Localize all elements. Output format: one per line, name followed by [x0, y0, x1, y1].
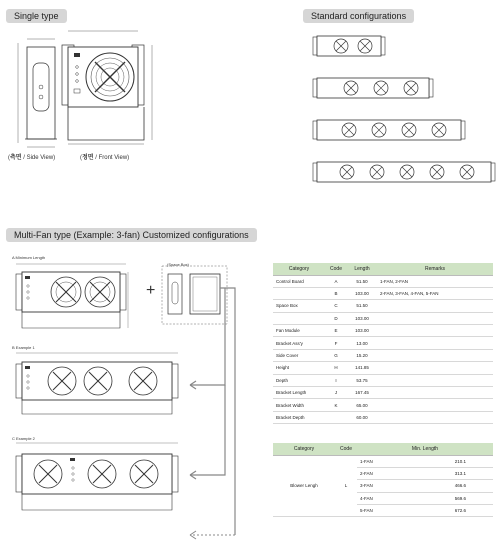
length-category-cell: Blower Lengh: [273, 455, 335, 517]
side-view-caption: (측면 / Side View): [8, 155, 56, 161]
front-view-drawing: [58, 25, 163, 150]
side-view-caption-text: / Side View): [21, 155, 56, 161]
spec-category-cell: Bracket Length: [273, 387, 325, 399]
length-header-min-length: Min. Length: [357, 443, 493, 455]
length-fan-cell: 3-FAN: [357, 480, 428, 492]
spec-category-cell: [273, 287, 325, 299]
label-c-example-2: C Example 2: [12, 436, 35, 441]
spec-code-cell: G: [325, 349, 347, 361]
spec-length-cell: 51.50: [347, 300, 377, 312]
spec-category-cell: Bracket Width: [273, 399, 325, 411]
table-row: [273, 337, 493, 349]
spec-category-cell: Control Board: [273, 275, 325, 287]
standard-5fan-drawing: [313, 160, 495, 184]
length-fan-cell: 5-FAN: [357, 505, 428, 517]
table-row: [273, 455, 493, 467]
table-row: [273, 275, 493, 287]
spec-table: [273, 263, 493, 424]
spec-remarks-cell: [377, 374, 493, 386]
multi-fan-heading: Multi-Fan type (Example: 3-fan) Customized configurations: [6, 228, 257, 242]
table-row: [273, 387, 493, 399]
spec-remarks-cell: [377, 399, 493, 411]
plus-sign: +: [146, 282, 156, 299]
drawing-c-example-2: [8, 440, 188, 515]
length-value-cell: 210.1: [428, 455, 493, 467]
standard-4fan-drawing: [313, 118, 465, 142]
table-row: [273, 362, 493, 374]
table-row: [273, 374, 493, 386]
front-view-caption-text: / Front View): [93, 155, 130, 161]
spec-code-cell: B: [325, 287, 347, 299]
spec-remarks-cell: [377, 300, 493, 312]
label-a-minimum-length: A Minimum Length: [12, 255, 46, 260]
spec-length-cell: 103.00: [347, 312, 377, 324]
spec-remarks-cell: [377, 411, 493, 423]
spec-length-cell: 65.00: [347, 399, 377, 411]
table-row: [273, 287, 493, 299]
table-row: [273, 349, 493, 361]
length-table-header-row: [273, 443, 493, 455]
length-header-category: Category: [273, 443, 335, 455]
table-row: [273, 312, 493, 324]
length-fan-cell: 1-FAN: [357, 455, 428, 467]
table-row: [273, 325, 493, 337]
spec-code-cell: [325, 411, 347, 423]
spec-length-cell: 103.00: [347, 287, 377, 299]
side-view-drawing: [15, 35, 60, 150]
spec-remarks-cell: [377, 387, 493, 399]
spec-code-cell: D: [325, 312, 347, 324]
front-view-caption: (정면 / Front View): [80, 155, 130, 161]
spec-length-cell: 51.50: [347, 275, 377, 287]
spec-header-length: Length: [347, 263, 377, 275]
standard-3fan-drawing: [313, 76, 433, 100]
drawing-b-example-1: [8, 350, 188, 420]
spec-header-remarks: Remarks: [377, 263, 493, 275]
standard-config-heading: Standard configurations: [303, 9, 414, 23]
spec-code-cell: E: [325, 325, 347, 337]
table-row: [273, 399, 493, 411]
spec-header-category: Category: [273, 263, 325, 275]
spec-category-cell: Side Cover: [273, 349, 325, 361]
table-row: [273, 411, 493, 423]
length-table: [273, 443, 493, 517]
length-value-cell: 466.6: [428, 480, 493, 492]
drawing-a-minimum-length: [8, 260, 133, 335]
spec-remarks-cell: 2-FAN, 3-FAN, 4-FAN, 5-FAN: [377, 287, 493, 299]
label-b-example-1: B Example 1: [12, 345, 35, 350]
spec-length-cell: 60.00: [347, 411, 377, 423]
spec-remarks-cell: [377, 312, 493, 324]
length-value-cell: 672.6: [428, 505, 493, 517]
length-value-cell: 313.1: [428, 467, 493, 479]
spec-length-cell: 141.85: [347, 362, 377, 374]
spec-length-cell: 167.45: [347, 387, 377, 399]
spec-length-cell: 13.00: [347, 337, 377, 349]
length-code-cell: L: [335, 455, 357, 517]
spec-length-cell: 103.00: [347, 325, 377, 337]
spec-category-cell: Fan Module: [273, 325, 325, 337]
spec-category-cell: [273, 312, 325, 324]
spec-length-cell: 15.20: [347, 349, 377, 361]
spec-category-cell: Bracket Ass'y: [273, 337, 325, 349]
table-row: [273, 300, 493, 312]
spec-code-cell: K: [325, 399, 347, 411]
front-view-caption-bold: 정면: [82, 155, 94, 161]
spec-code-cell: H: [325, 362, 347, 374]
spec-code-cell: A: [325, 275, 347, 287]
standard-2fan-drawing: [313, 34, 385, 58]
spec-category-cell: Depth: [273, 374, 325, 386]
spec-code-cell: J: [325, 387, 347, 399]
spec-header-code: Code: [325, 263, 347, 275]
label-space-box: (Space Box): [167, 262, 190, 267]
spec-length-cell: 53.75: [347, 374, 377, 386]
spec-code-cell: F: [325, 337, 347, 349]
length-header-code: Code: [335, 443, 357, 455]
spec-code-cell: C: [325, 300, 347, 312]
spec-category-cell: Height: [273, 362, 325, 374]
single-type-heading: Single type: [6, 9, 67, 23]
length-value-cell: 569.6: [428, 492, 493, 504]
side-view-caption-bold: 측면: [10, 155, 22, 161]
connector-arrows: [180, 285, 240, 540]
length-fan-cell: 4-FAN: [357, 492, 428, 504]
spec-remarks-cell: [377, 325, 493, 337]
spec-category-cell: Space Box: [273, 300, 325, 312]
spec-remarks-cell: 1-FAN, 2-FAN: [377, 275, 493, 287]
length-fan-cell: 2-FAN: [357, 467, 428, 479]
spec-category-cell: Bracket Depth: [273, 411, 325, 423]
spec-code-cell: I: [325, 374, 347, 386]
spec-remarks-cell: [377, 337, 493, 349]
spec-remarks-cell: [377, 362, 493, 374]
spec-remarks-cell: [377, 349, 493, 361]
spec-table-header-row: [273, 263, 493, 275]
